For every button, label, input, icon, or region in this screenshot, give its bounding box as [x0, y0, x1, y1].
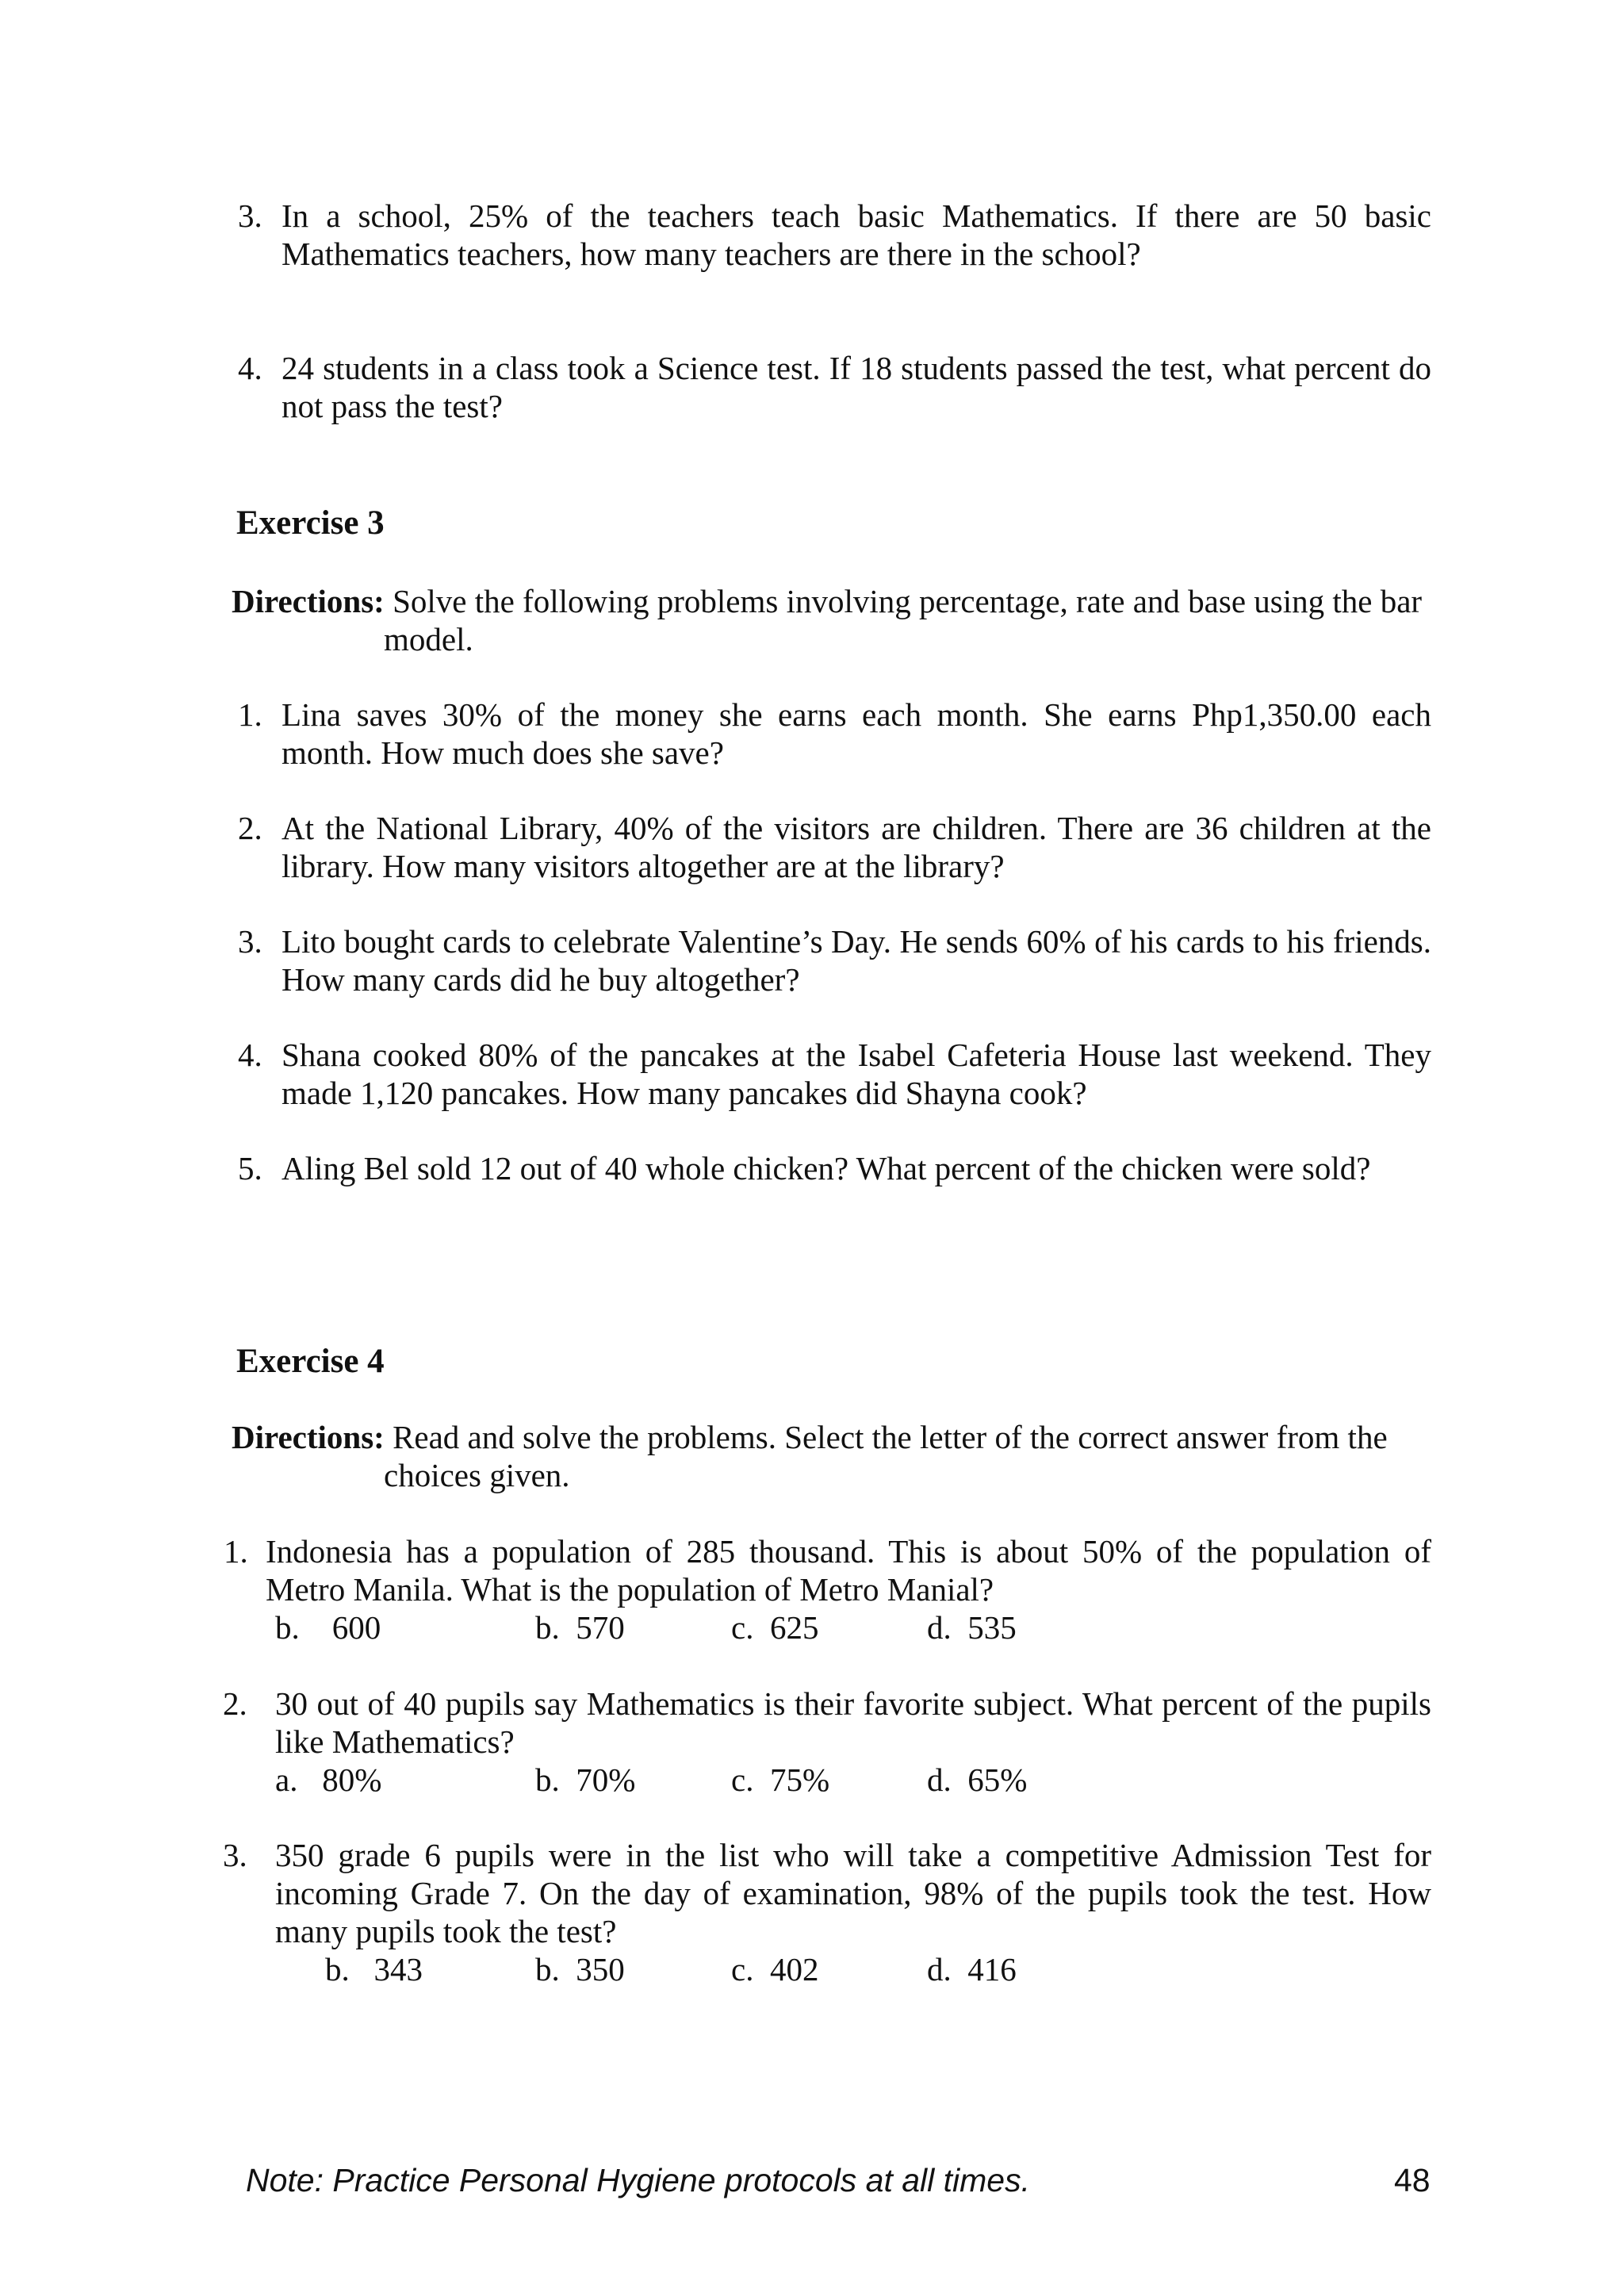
choice-d: d. 65% [927, 1761, 1028, 1798]
item-text: Shana cooked 80% of the pancakes at the Isabel Cafeteria House last weekend. They made 1,120 pancakes. How many pancakes did Shayna cook? [282, 1037, 1431, 1111]
choice-a: b. 600 [275, 1609, 381, 1646]
item-number: 2. [223, 1685, 247, 1722]
question-item [223, 1836, 1431, 1950]
footer-note: Note: Practice Personal Hygiene protocols at all times. [246, 2162, 1031, 2198]
item-text: Indonesia has a population of 285 thousand. This is about 50% of the population of Metro Manila. What is the population of Metro Manial? [266, 1533, 1431, 1608]
choice-d: d. 416 [927, 1951, 1017, 1987]
page-number: 48 [1394, 2162, 1431, 2198]
answer-choices [275, 1761, 1147, 1799]
problem-item [238, 349, 1431, 425]
item-text: Aling Bel sold 12 out of 40 whole chicken? What percent of the chicken were sold? [282, 1150, 1371, 1186]
problem-item [238, 1149, 1431, 1187]
exercise-4-directions [232, 1418, 1431, 1494]
item-text: 30 out of 40 pupils say Mathematics is their favorite subject. What percent of the pupils like Mathematics? [275, 1685, 1431, 1760]
problem-item [238, 1036, 1431, 1112]
item-number: 3. [223, 1837, 247, 1873]
item-text: 24 students in a class took a Science test. If 18 students passed the test, what percent do not pass the test? [282, 350, 1431, 424]
directions-label: Directions: [232, 1419, 385, 1455]
problem-item [238, 197, 1431, 273]
choice-d: d. 535 [927, 1609, 1017, 1646]
item-text: Lina saves 30% of the money she earns each month. She earns Php1,350.00 each month. How much does she save? [282, 696, 1431, 771]
item-number: 1. [224, 1533, 248, 1570]
exercise-3-heading: Exercise 3 [236, 504, 385, 542]
directions-text: Read and solve the problems. Select the letter of the correct answer from the [384, 1419, 1388, 1455]
item-number: 1. [238, 696, 262, 733]
answer-choices [325, 1950, 1197, 1988]
item-number: 4. [238, 1037, 262, 1073]
choice-b: b. 70% [535, 1761, 636, 1798]
item-number: 2. [238, 810, 262, 846]
answer-choices [275, 1608, 1147, 1646]
exercise-4-heading: Exercise 4 [236, 1343, 385, 1380]
directions-continuation: choices given. [384, 1457, 570, 1493]
item-text: Lito bought cards to celebrate Valentine’s Day. He sends 60% of his cards to his friends. How many cards did he buy altogether? [282, 923, 1431, 998]
item-number: 4. [238, 350, 262, 386]
item-text: 350 grade 6 pupils were in the list who will take a competitive Admission Test for incoming Grade 7. On the day of examination, 98% of the pupils took the test. How many pupils took the test? [275, 1837, 1431, 1949]
item-number: 3. [238, 923, 262, 960]
question-item [223, 1685, 1431, 1761]
choice-a: b. 343 [325, 1951, 423, 1987]
directions-text: Solve the following problems involving percentage, rate and base using the bar [384, 583, 1423, 619]
choice-c: c. 75% [731, 1761, 830, 1798]
choice-c: c. 625 [731, 1609, 819, 1646]
choice-a: a. 80% [275, 1761, 382, 1798]
directions-continuation: model. [384, 621, 473, 657]
directions-label: Directions: [232, 583, 385, 619]
exercise-3-directions [232, 582, 1431, 658]
item-number: 5. [238, 1150, 262, 1186]
item-number: 3. [238, 197, 262, 234]
choice-b: b. 570 [535, 1609, 625, 1646]
problem-item [238, 696, 1431, 772]
item-text: At the National Library, 40% of the visitors are children. There are 36 children at the library. How many visitors altogether are at the library? [282, 810, 1431, 884]
question-item [224, 1532, 1431, 1608]
problem-item [238, 809, 1431, 885]
problem-item [238, 922, 1431, 999]
choice-c: c. 402 [731, 1951, 819, 1987]
choice-b: b. 350 [535, 1951, 625, 1987]
item-text: In a school, 25% of the teachers teach basic Mathematics. If there are 50 basic Mathematics teachers, how many teachers are there in the school? [282, 197, 1431, 272]
